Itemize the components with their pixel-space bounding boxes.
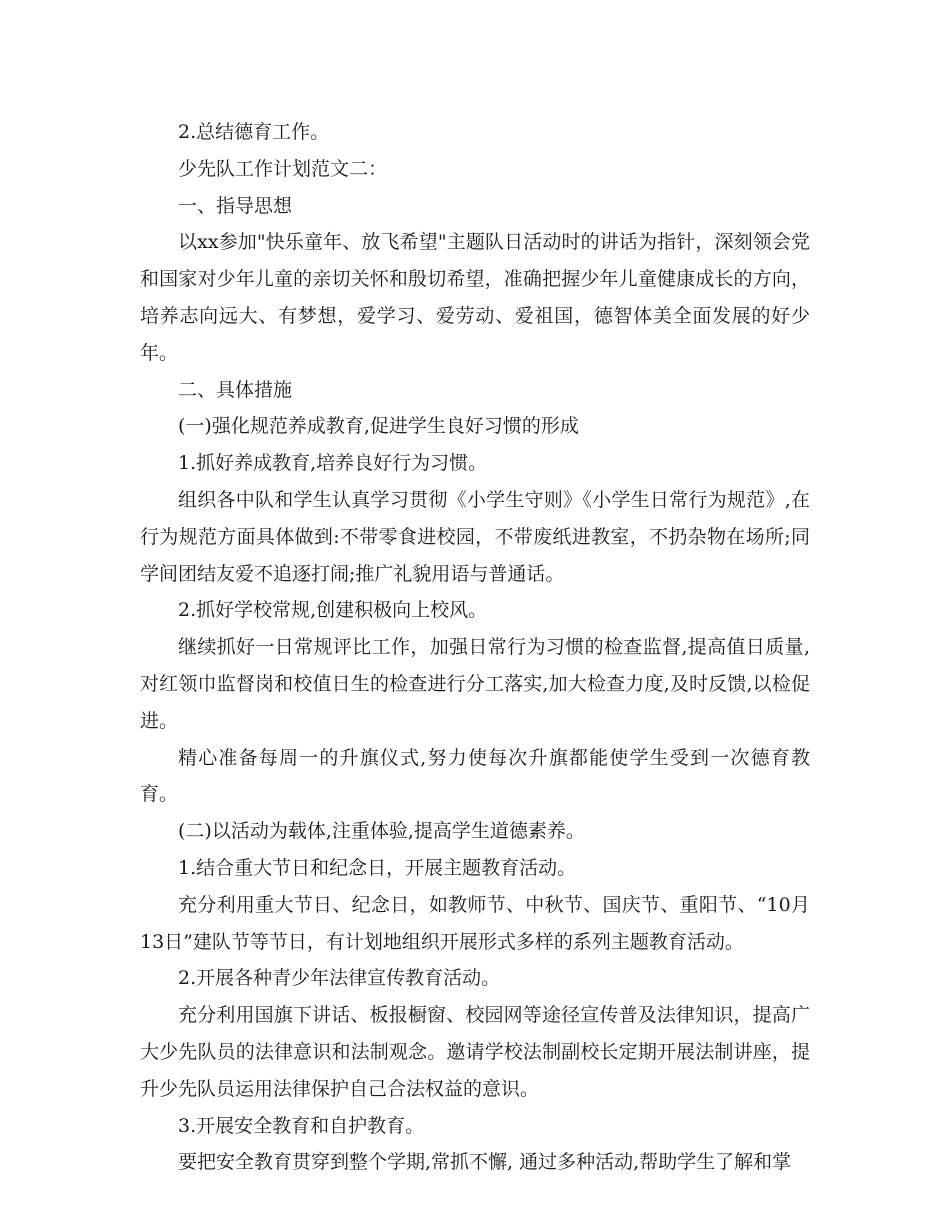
paragraph-legal-education: 充分利用国旗下讲话、板报橱窗、校园网等途径宣传普及法律知识，提高广大少先队员的法律意识和法制观念。邀请学校法制副校长定期开展法制讲座，提升少先队员运用法律保护自己合法权益的意识。 (140, 1004, 810, 1100)
paragraph-habit: 组织各中队和学生认真学习贯彻《小学生守则》《小学生日常行为规范》,在行为规范方面具体做到:不带零食进校园，不带废纸进教室，不扔杂物在场所;同学间团结友爱不追逐打闹;推广礼貌用语与普通话。 (140, 488, 810, 585)
list-item-school-routine: 2.抓好学校常规,创建积极向上校风。 (178, 599, 488, 622)
subheading-habit-education: (一)强化规范养成教育,促进学生良好习惯的形成 (178, 415, 579, 438)
subheading-activities: (二)以活动为载体,注重体验,提高学生道德素养。 (178, 820, 585, 843)
document-body (140, 114, 810, 1181)
list-item-legal-education: 2.开展各种青少年法律宣传教育活动。 (178, 967, 501, 990)
list-item-safety-education: 3.开展安全教育和自护教育。 (178, 1114, 425, 1137)
section-title-sample-two: 少先队工作计划范文二： (178, 157, 388, 180)
paragraph-festivals: 充分利用重大节日、纪念日，如教师节、中秋节、国庆节、重阳节、“10月13日”建队节等节日，有计划地组织开展形式多样的系列主题教育活动。 (140, 893, 810, 953)
paragraph-safety-education: 要把安全教育贯穿到整个学期,常抓不懈, 通过多种活动,帮助学生了解和掌 (178, 1151, 792, 1174)
heading-specific-measures: 二、具体措施 (178, 378, 293, 401)
paragraph-guiding-ideology: 以xx参加"快乐童年、放飞希望"主题队日活动时的讲话为指针，深刻领会党和国家对少年儿童的亲切关怀和殷切希望，准确把握少年儿童健康成长的方向，培养志向远大、有梦想，爱学习、爱劳动、爱祖国，德智体美全面发展的好少年。 (140, 231, 810, 364)
list-item-summary: 2.总结德育工作。 (178, 121, 330, 143)
heading-guiding-ideology: 一、指导思想 (178, 194, 293, 217)
paragraph-school-routine: 继续抓好一日常规评比工作，加强日常行为习惯的检查监督,提高值日质量,对红领巾监督岗和校值日生的检查进行分工落实,加大检查力度,及时反馈,以检促进。 (140, 636, 810, 732)
list-item-habit: 1.抓好养成教育,培养良好行为习惯。 (178, 452, 488, 475)
list-item-festivals: 1.结合重大节日和纪念日，开展主题教育活动。 (178, 856, 577, 879)
paragraph-flag-ceremony: 精心准备每周一的升旗仪式,努力使每次升旗都能使学生受到一次德育教育。 (140, 746, 810, 806)
